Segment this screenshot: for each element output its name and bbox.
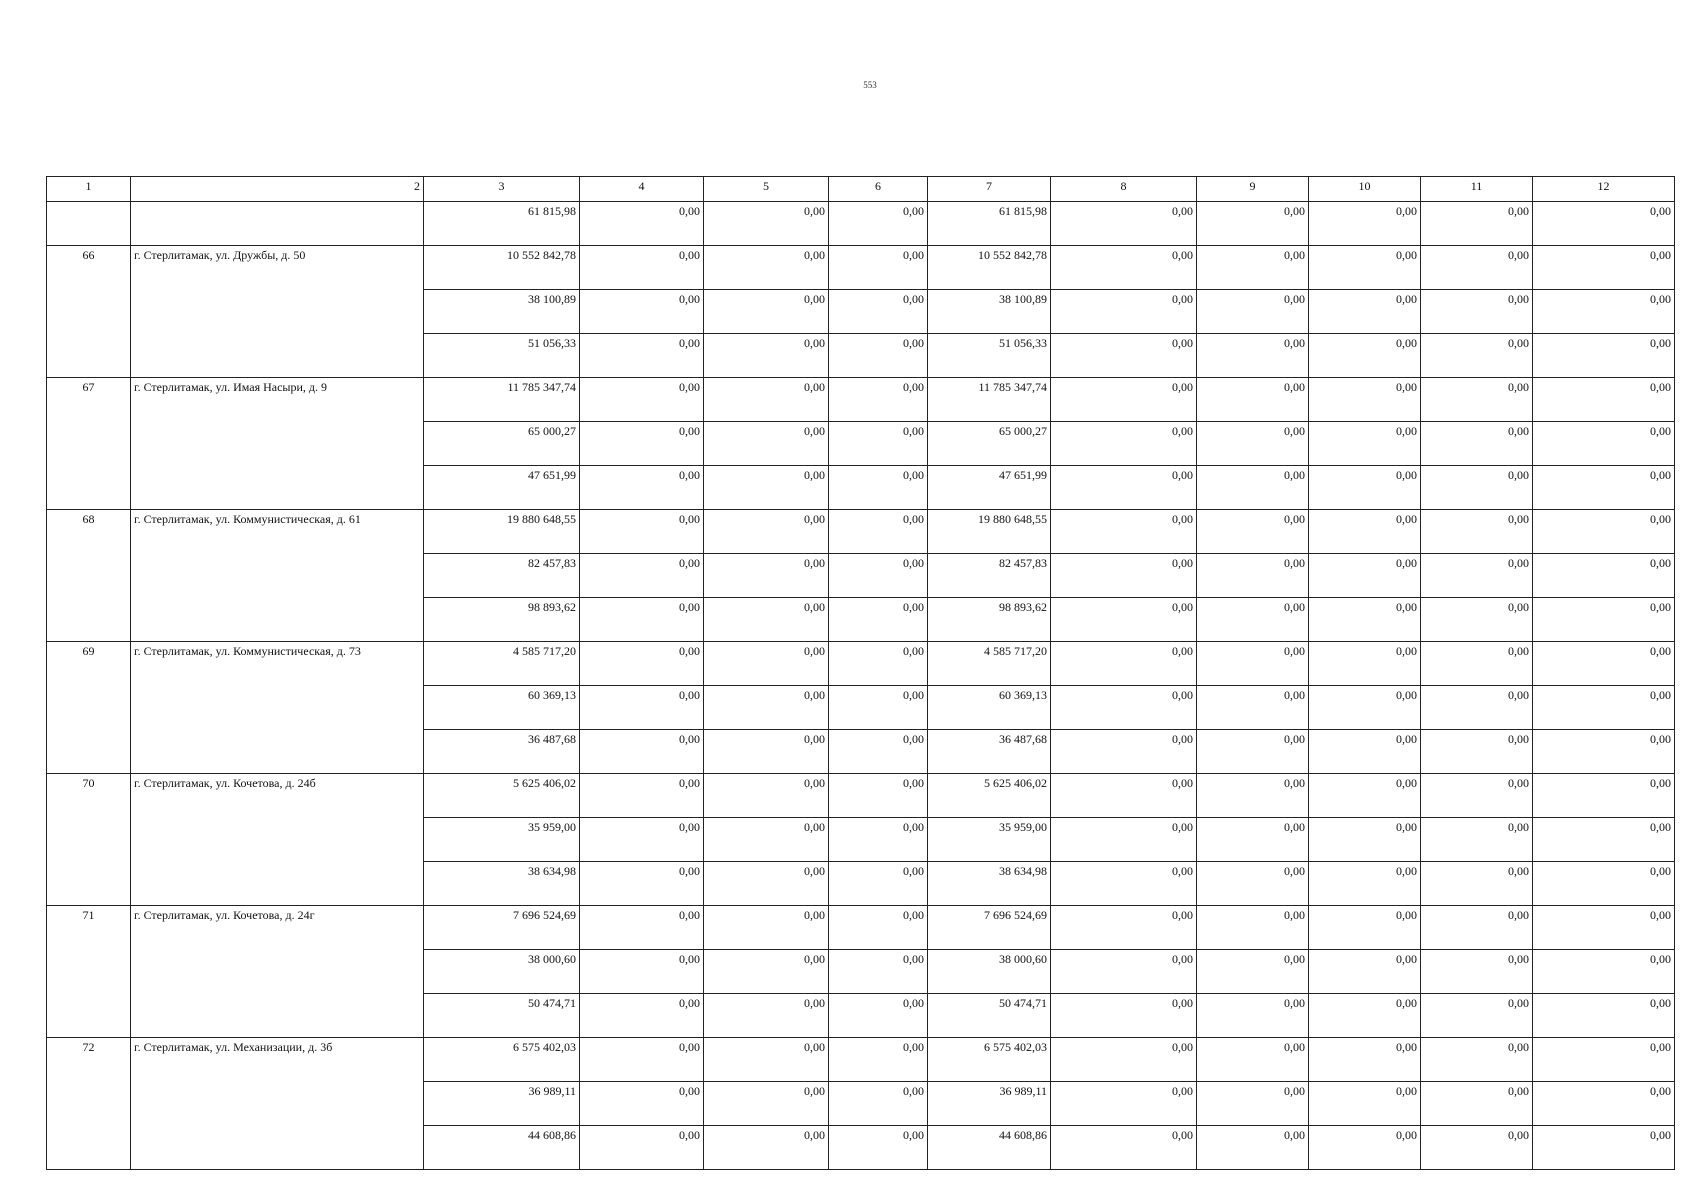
value-cell: 0,00	[1421, 378, 1533, 422]
value-cell: 0,00	[704, 334, 829, 378]
value-cell: 0,00	[829, 334, 928, 378]
value-cell: 0,00	[1051, 466, 1197, 510]
value-cell: 51 056,33	[928, 334, 1051, 378]
address-cell: г. Стерлитамак, ул. Коммунистическая, д. 61	[131, 510, 424, 642]
value-cell: 0,00	[1533, 906, 1675, 950]
value-cell: 0,00	[829, 950, 928, 994]
value-cell: 0,00	[1309, 818, 1421, 862]
value-cell: 0,00	[1421, 598, 1533, 642]
address-cell: г. Стерлитамак, ул. Механизации, д. 3б	[131, 1038, 424, 1170]
row-number-cell: 67	[47, 378, 131, 510]
value-cell: 0,00	[1421, 730, 1533, 774]
table-row	[47, 202, 1675, 246]
column-header: 9	[1197, 177, 1309, 202]
table-row	[47, 510, 1675, 554]
value-cell: 0,00	[1051, 422, 1197, 466]
value-cell: 0,00	[580, 686, 704, 730]
value-cell: 0,00	[1533, 686, 1675, 730]
value-cell: 36 989,11	[928, 1082, 1051, 1126]
value-cell: 0,00	[1533, 290, 1675, 334]
value-cell: 38 634,98	[424, 862, 580, 906]
row-number-cell: 72	[47, 1038, 131, 1170]
value-cell: 0,00	[1197, 950, 1309, 994]
value-cell: 19 880 648,55	[424, 510, 580, 554]
value-cell: 0,00	[1051, 1038, 1197, 1082]
value-cell: 0,00	[829, 378, 928, 422]
value-cell: 98 893,62	[424, 598, 580, 642]
value-cell: 0,00	[704, 290, 829, 334]
value-cell: 36 487,68	[928, 730, 1051, 774]
value-cell: 0,00	[580, 950, 704, 994]
table-row	[47, 906, 1675, 950]
header-row	[47, 177, 1675, 202]
value-cell: 0,00	[1533, 818, 1675, 862]
value-cell: 51 056,33	[424, 334, 580, 378]
value-cell: 0,00	[1421, 862, 1533, 906]
value-cell: 0,00	[829, 994, 928, 1038]
row-number-cell: 70	[47, 774, 131, 906]
value-cell: 0,00	[704, 1038, 829, 1082]
value-cell: 0,00	[1051, 950, 1197, 994]
value-cell: 0,00	[1533, 378, 1675, 422]
value-cell: 0,00	[1533, 642, 1675, 686]
value-cell: 0,00	[1533, 510, 1675, 554]
value-cell: 0,00	[829, 466, 928, 510]
value-cell: 0,00	[1051, 994, 1197, 1038]
value-cell: 61 815,98	[424, 202, 580, 246]
value-cell: 0,00	[1197, 378, 1309, 422]
value-cell: 0,00	[1421, 202, 1533, 246]
value-cell: 0,00	[829, 598, 928, 642]
value-cell: 0,00	[1197, 686, 1309, 730]
value-cell: 0,00	[1197, 1126, 1309, 1170]
value-cell: 0,00	[580, 818, 704, 862]
value-cell: 0,00	[1309, 862, 1421, 906]
page-number: 553	[863, 80, 877, 90]
value-cell: 0,00	[580, 1126, 704, 1170]
value-cell: 0,00	[580, 466, 704, 510]
value-cell: 0,00	[1051, 202, 1197, 246]
value-cell: 0,00	[580, 1038, 704, 1082]
value-cell: 0,00	[580, 598, 704, 642]
value-cell: 0,00	[704, 510, 829, 554]
value-cell: 0,00	[829, 730, 928, 774]
value-cell: 0,00	[1051, 774, 1197, 818]
value-cell: 0,00	[1051, 862, 1197, 906]
table-row	[47, 1038, 1675, 1082]
value-cell: 0,00	[1421, 554, 1533, 598]
value-cell: 0,00	[704, 202, 829, 246]
value-cell: 0,00	[829, 686, 928, 730]
row-number-cell: 69	[47, 642, 131, 774]
value-cell: 0,00	[1533, 730, 1675, 774]
value-cell: 0,00	[829, 774, 928, 818]
value-cell: 0,00	[1421, 1082, 1533, 1126]
value-cell: 0,00	[829, 818, 928, 862]
value-cell: 0,00	[1533, 1126, 1675, 1170]
column-header: 12	[1533, 177, 1675, 202]
value-cell: 0,00	[580, 906, 704, 950]
value-cell: 0,00	[1421, 642, 1533, 686]
value-cell: 0,00	[1309, 730, 1421, 774]
value-cell: 0,00	[1309, 774, 1421, 818]
value-cell: 0,00	[580, 774, 704, 818]
value-cell: 7 696 524,69	[424, 906, 580, 950]
value-cell: 5 625 406,02	[928, 774, 1051, 818]
value-cell: 0,00	[829, 554, 928, 598]
value-cell: 19 880 648,55	[928, 510, 1051, 554]
value-cell: 0,00	[1309, 246, 1421, 290]
row-number-cell: 66	[47, 246, 131, 378]
value-cell: 0,00	[829, 422, 928, 466]
value-cell: 0,00	[1309, 598, 1421, 642]
value-cell: 0,00	[1533, 950, 1675, 994]
value-cell: 0,00	[1533, 554, 1675, 598]
value-cell: 50 474,71	[928, 994, 1051, 1038]
value-cell: 50 474,71	[424, 994, 580, 1038]
value-cell: 5 625 406,02	[424, 774, 580, 818]
value-cell: 0,00	[580, 290, 704, 334]
value-cell: 0,00	[704, 378, 829, 422]
value-cell: 0,00	[1197, 730, 1309, 774]
value-cell: 0,00	[1197, 818, 1309, 862]
value-cell: 0,00	[1309, 290, 1421, 334]
column-header: 4	[580, 177, 704, 202]
value-cell: 0,00	[1421, 818, 1533, 862]
value-cell: 61 815,98	[928, 202, 1051, 246]
table-row	[47, 642, 1675, 686]
value-cell: 0,00	[704, 422, 829, 466]
value-cell: 0,00	[1421, 510, 1533, 554]
value-cell: 0,00	[1533, 422, 1675, 466]
value-cell: 0,00	[1309, 994, 1421, 1038]
value-cell: 4 585 717,20	[424, 642, 580, 686]
value-cell: 0,00	[704, 950, 829, 994]
value-cell: 0,00	[704, 862, 829, 906]
value-cell: 0,00	[1051, 686, 1197, 730]
value-cell: 0,00	[1533, 774, 1675, 818]
value-cell: 0,00	[1421, 1126, 1533, 1170]
value-cell: 0,00	[1421, 246, 1533, 290]
value-cell: 0,00	[1421, 422, 1533, 466]
table-row	[47, 246, 1675, 290]
value-cell: 0,00	[1309, 1126, 1421, 1170]
value-cell: 0,00	[704, 906, 829, 950]
column-header: 11	[1421, 177, 1533, 202]
value-cell: 0,00	[704, 730, 829, 774]
value-cell: 0,00	[704, 466, 829, 510]
value-cell: 0,00	[1051, 598, 1197, 642]
value-cell: 0,00	[580, 202, 704, 246]
value-cell: 0,00	[580, 642, 704, 686]
value-cell: 35 959,00	[928, 818, 1051, 862]
column-header: 8	[1051, 177, 1197, 202]
value-cell: 0,00	[1421, 950, 1533, 994]
address-cell: г. Стерлитамак, ул. Кочетова, д. 24б	[131, 774, 424, 906]
value-cell: 0,00	[1533, 334, 1675, 378]
address-cell: г. Стерлитамак, ул. Кочетова, д. 24г	[131, 906, 424, 1038]
column-header: 3	[424, 177, 580, 202]
value-cell: 0,00	[580, 510, 704, 554]
column-header: 10	[1309, 177, 1421, 202]
value-cell: 47 651,99	[928, 466, 1051, 510]
value-cell: 0,00	[1051, 906, 1197, 950]
value-cell: 0,00	[829, 202, 928, 246]
value-cell: 0,00	[704, 774, 829, 818]
value-cell: 7 696 524,69	[928, 906, 1051, 950]
value-cell: 0,00	[1421, 994, 1533, 1038]
value-cell: 38 100,89	[928, 290, 1051, 334]
address-cell	[131, 202, 424, 246]
value-cell: 38 000,60	[928, 950, 1051, 994]
value-cell: 0,00	[1197, 466, 1309, 510]
value-cell: 0,00	[1309, 378, 1421, 422]
value-cell: 60 369,13	[424, 686, 580, 730]
data-table	[46, 176, 1675, 1170]
value-cell: 0,00	[1309, 1082, 1421, 1126]
value-cell: 0,00	[1309, 466, 1421, 510]
value-cell: 0,00	[580, 730, 704, 774]
value-cell: 0,00	[1197, 862, 1309, 906]
column-header: 6	[829, 177, 928, 202]
value-cell: 11 785 347,74	[424, 378, 580, 422]
value-cell: 0,00	[829, 1082, 928, 1126]
value-cell: 0,00	[1533, 862, 1675, 906]
value-cell: 0,00	[1051, 246, 1197, 290]
value-cell: 0,00	[580, 378, 704, 422]
value-cell: 0,00	[704, 818, 829, 862]
value-cell: 44 608,86	[424, 1126, 580, 1170]
value-cell: 4 585 717,20	[928, 642, 1051, 686]
value-cell: 10 552 842,78	[424, 246, 580, 290]
value-cell: 0,00	[1197, 1038, 1309, 1082]
value-cell: 0,00	[1197, 246, 1309, 290]
value-cell: 0,00	[704, 1126, 829, 1170]
value-cell: 0,00	[829, 906, 928, 950]
value-cell: 0,00	[1197, 554, 1309, 598]
value-cell: 36 487,68	[424, 730, 580, 774]
value-cell: 0,00	[704, 246, 829, 290]
value-cell: 0,00	[1309, 510, 1421, 554]
value-cell: 0,00	[1421, 290, 1533, 334]
value-cell: 0,00	[1197, 422, 1309, 466]
value-cell: 0,00	[1197, 202, 1309, 246]
value-cell: 0,00	[829, 862, 928, 906]
value-cell: 0,00	[1533, 1082, 1675, 1126]
value-cell: 0,00	[829, 510, 928, 554]
value-cell: 0,00	[1533, 202, 1675, 246]
value-cell: 0,00	[1421, 1038, 1533, 1082]
value-cell: 6 575 402,03	[928, 1038, 1051, 1082]
value-cell: 0,00	[1533, 466, 1675, 510]
value-cell: 0,00	[829, 1038, 928, 1082]
row-number-cell: 68	[47, 510, 131, 642]
value-cell: 0,00	[1197, 290, 1309, 334]
value-cell: 0,00	[829, 642, 928, 686]
row-number-cell: 71	[47, 906, 131, 1038]
value-cell: 0,00	[1197, 906, 1309, 950]
value-cell: 6 575 402,03	[424, 1038, 580, 1082]
column-header: 5	[704, 177, 829, 202]
value-cell: 0,00	[1533, 598, 1675, 642]
table-body	[47, 202, 1675, 1170]
value-cell: 0,00	[580, 334, 704, 378]
table-row	[47, 378, 1675, 422]
value-cell: 0,00	[1197, 334, 1309, 378]
value-cell: 0,00	[1051, 1082, 1197, 1126]
value-cell: 47 651,99	[424, 466, 580, 510]
column-header: 1	[47, 177, 131, 202]
value-cell: 0,00	[580, 246, 704, 290]
value-cell: 0,00	[1421, 906, 1533, 950]
value-cell: 0,00	[1051, 378, 1197, 422]
address-cell: г. Стерлитамак, ул. Дружбы, д. 50	[131, 246, 424, 378]
value-cell: 82 457,83	[424, 554, 580, 598]
column-header: 7	[928, 177, 1051, 202]
value-cell: 0,00	[1309, 642, 1421, 686]
value-cell: 0,00	[1309, 950, 1421, 994]
value-cell: 0,00	[704, 554, 829, 598]
table-row	[47, 774, 1675, 818]
value-cell: 0,00	[1197, 774, 1309, 818]
value-cell: 0,00	[1197, 994, 1309, 1038]
value-cell: 0,00	[1421, 334, 1533, 378]
value-cell: 0,00	[1051, 730, 1197, 774]
value-cell: 0,00	[1309, 686, 1421, 730]
value-cell: 0,00	[1197, 598, 1309, 642]
value-cell: 38 000,60	[424, 950, 580, 994]
value-cell: 0,00	[1051, 334, 1197, 378]
value-cell: 0,00	[1051, 554, 1197, 598]
value-cell: 0,00	[580, 1082, 704, 1126]
value-cell: 0,00	[1051, 642, 1197, 686]
value-cell: 0,00	[1051, 1126, 1197, 1170]
value-cell: 10 552 842,78	[928, 246, 1051, 290]
value-cell: 0,00	[1309, 334, 1421, 378]
value-cell: 36 989,11	[424, 1082, 580, 1126]
value-cell: 0,00	[580, 422, 704, 466]
value-cell: 0,00	[829, 246, 928, 290]
value-cell: 0,00	[1421, 774, 1533, 818]
value-cell: 0,00	[1309, 202, 1421, 246]
value-cell: 0,00	[704, 994, 829, 1038]
value-cell: 0,00	[1533, 994, 1675, 1038]
value-cell: 0,00	[704, 1082, 829, 1126]
value-cell: 0,00	[1309, 1038, 1421, 1082]
value-cell: 60 369,13	[928, 686, 1051, 730]
value-cell: 0,00	[1051, 290, 1197, 334]
row-number-cell	[47, 202, 131, 246]
value-cell: 0,00	[829, 290, 928, 334]
value-cell: 0,00	[1197, 510, 1309, 554]
value-cell: 0,00	[1421, 466, 1533, 510]
address-cell: г. Стерлитамак, ул. Имая Насыри, д. 9	[131, 378, 424, 510]
value-cell: 0,00	[829, 1126, 928, 1170]
value-cell: 0,00	[704, 598, 829, 642]
value-cell: 11 785 347,74	[928, 378, 1051, 422]
value-cell: 0,00	[1197, 1082, 1309, 1126]
value-cell: 0,00	[704, 686, 829, 730]
address-cell: г. Стерлитамак, ул. Коммунистическая, д. 73	[131, 642, 424, 774]
value-cell: 0,00	[580, 994, 704, 1038]
value-cell: 0,00	[1197, 642, 1309, 686]
value-cell: 98 893,62	[928, 598, 1051, 642]
value-cell: 44 608,86	[928, 1126, 1051, 1170]
value-cell: 0,00	[1421, 686, 1533, 730]
value-cell: 0,00	[704, 642, 829, 686]
value-cell: 0,00	[580, 862, 704, 906]
value-cell: 82 457,83	[928, 554, 1051, 598]
value-cell: 35 959,00	[424, 818, 580, 862]
value-cell: 0,00	[1051, 510, 1197, 554]
value-cell: 0,00	[1309, 554, 1421, 598]
value-cell: 0,00	[1533, 246, 1675, 290]
value-cell: 0,00	[1309, 422, 1421, 466]
value-cell: 0,00	[580, 554, 704, 598]
value-cell: 38 100,89	[424, 290, 580, 334]
value-cell: 65 000,27	[424, 422, 580, 466]
value-cell: 0,00	[1309, 906, 1421, 950]
value-cell: 65 000,27	[928, 422, 1051, 466]
column-header: 2	[131, 177, 424, 202]
value-cell: 38 634,98	[928, 862, 1051, 906]
value-cell: 0,00	[1051, 818, 1197, 862]
value-cell: 0,00	[1533, 1038, 1675, 1082]
